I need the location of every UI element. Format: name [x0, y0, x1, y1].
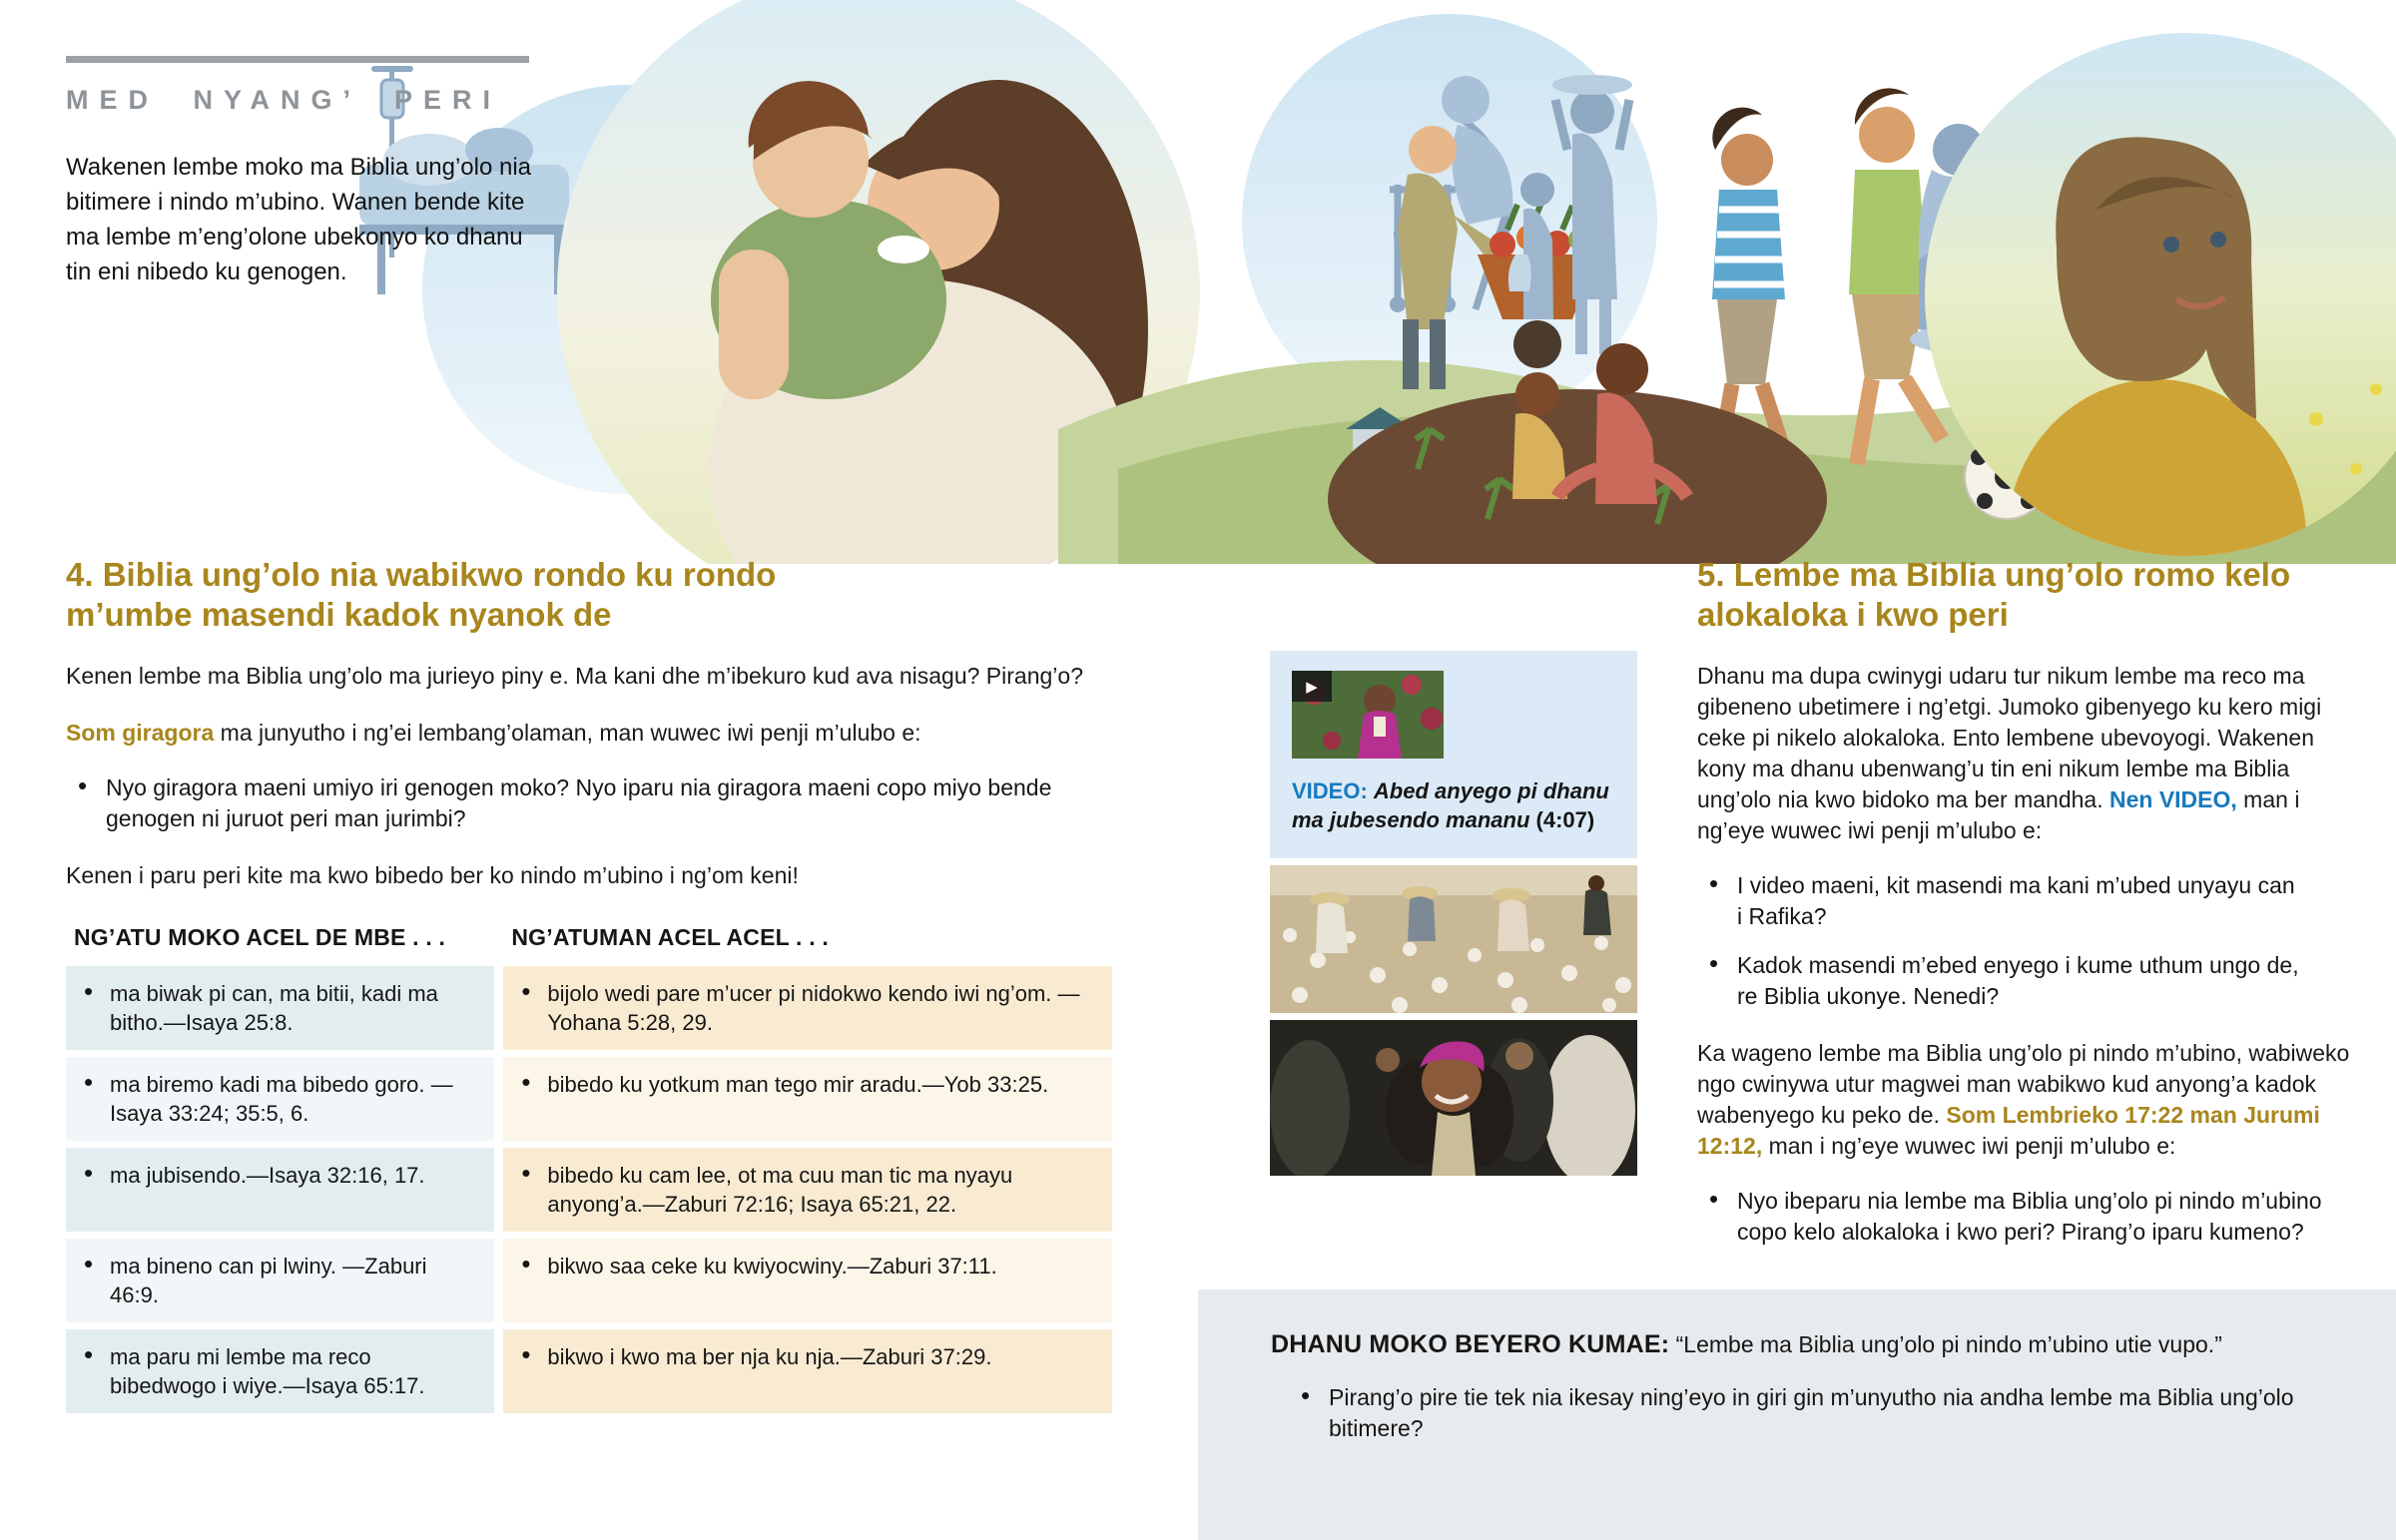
- video-caption: [1292, 776, 1615, 834]
- table-cell-left: • ma bineno can pi lwiny. —Zaburi 46:9.: [76, 1252, 474, 1309]
- lesson-series-title: MED NYANG’ PERI: [66, 85, 502, 115]
- table-row: [66, 1239, 1112, 1322]
- video-panel: [1270, 651, 1637, 1176]
- table-cell-left: • ma biremo kadi ma bibedo goro. —Isaya 33:24; 35:5, 6.: [76, 1070, 474, 1128]
- section-4-para-2: [66, 718, 1109, 749]
- section-5-para-2-tail: man i ng’eye wuwec iwi penji m’ulubo e:: [1762, 1133, 2176, 1159]
- section-5: [1697, 555, 2358, 1248]
- read-link-scriptures[interactable]: Som Lembrieko 17:22 man Jurumi 12:12,: [1697, 1102, 2320, 1159]
- table-cell-right: • bibedo ku yotkum man tego mir aradu.—Yob 33:25.: [513, 1070, 1092, 1099]
- table-cell-right: • bikwo saa ceke ku kwiyocwiny.—Zaburi 37:11.: [513, 1252, 1092, 1281]
- table-header-left: NG’ATU MOKO ACEL DE MBE . . .: [74, 924, 446, 950]
- lesson-kicker-block: [66, 56, 535, 289]
- section-5-para-1: [1697, 661, 2358, 846]
- video-box: [1270, 651, 1637, 858]
- section-4-para-3: Kenen i paru peri kite ma kwo bibedo ber ko nindo m’ubino i ng’om keni!: [66, 862, 799, 888]
- review-statement: [1271, 1329, 2336, 1360]
- table-cell-left: • ma biwak pi can, ma bitii, kadi ma bitho.—Isaya 25:8.: [76, 979, 474, 1037]
- section-5-bullet-2: • Kadok masendi m’ebed enyego i kume uthum ungo de, re Biblia ukonye. Nenedi?: [1697, 950, 2316, 1012]
- section-5-heading: 5. Lembe ma Biblia ung’olo romo kelo alokaloka i kwo peri: [1697, 556, 2291, 633]
- table-row: [66, 1329, 1112, 1413]
- table-header-row: [66, 920, 1112, 959]
- play-icon[interactable]: ▶: [1292, 671, 1332, 702]
- comparison-table: [57, 913, 1121, 1420]
- section-5-para-1-tail: man i ng’eye wuwec iwi penji m’ulubo e:: [1697, 786, 2300, 843]
- watch-video-link[interactable]: Nen VIDEO,: [2108, 786, 2237, 812]
- video-thumbnail[interactable]: [1292, 671, 1444, 759]
- review-lead: DHANU MOKO BEYERO KUMAE:: [1271, 1330, 1670, 1358]
- section-5-bullet-1: • I video maeni, kit masendi ma kani m’ubed unyayu can i Rafika?: [1697, 870, 2296, 932]
- section-5-para-2: [1697, 1038, 2358, 1162]
- section-4-para-2-rest: ma junyutho i ng’ei lembang’olaman, man wuwec iwi penji m’ulubo e:: [214, 720, 921, 746]
- cotton-field-image: [1270, 865, 1637, 1013]
- table-header-right: NG’ATUMAN ACEL ACEL . . .: [511, 924, 829, 950]
- banner-illustration: [359, 0, 2396, 564]
- section-4-para-1: Kenen lembe ma Biblia ung’olo ma jurieyo piny e. Ma kani dhe m’ibekuro kud ava nisagu? Pirang’o?: [66, 663, 1083, 689]
- table-row: [66, 966, 1112, 1050]
- video-title: Abed anyego pi dhanu ma jubesendo mananu: [1292, 778, 1609, 832]
- kicker-rule: [66, 56, 529, 63]
- video-label[interactable]: VIDEO:: [1292, 778, 1368, 803]
- lesson-intro: Wakenen lembe moko ma Biblia ung’olo nia bitimere i nindo m’ubino. Wanen bende kite ma lembe m’eng’olone ubekonyo ko dhanu tin eni nibedo ku genogen.: [66, 154, 532, 285]
- table-row: [66, 1148, 1112, 1232]
- section-5-para-2-text: Ka wageno lembe ma Biblia ung’olo pi nindo m’ubino, wabiweko ngo cwinywa utur magwei man wabikwo kud anyong’a kadok wabenyego ku peko de.: [1697, 1040, 2350, 1128]
- section-5-bullet-3: • Nyo ibeparu nia lembe ma Biblia ung’olo pi nindo m’ubino copo kelo alokaloka i kwo peri? Pirang’o iparu kumeno?: [1697, 1186, 2336, 1248]
- table-cell-right: • bijolo wedi pare m’ucer pi nidokwo kendo iwi ng’om. —Yohana 5:28, 29.: [513, 979, 1092, 1037]
- table-cell-left: • ma paru mi lembe ma reco bibedwogo i wiye.—Isaya 65:17.: [76, 1342, 474, 1400]
- video-duration: (4:07): [1535, 807, 1595, 832]
- section-4-heading: 4. Biblia ung’olo nia wabikwo rondo ku rondo m’umbe masendi kadok nyanok de: [66, 556, 777, 633]
- review-box: [1198, 1289, 2396, 1540]
- read-link-giragora[interactable]: Som giragora: [66, 720, 215, 746]
- table-cell-right: • bibedo ku cam lee, ot ma cuu man tic ma nyayu anyong’a.—Zaburi 72:16; Isaya 65:21, 22.: [513, 1161, 1092, 1219]
- table-row: [66, 1057, 1112, 1141]
- section-4: [66, 555, 1130, 1420]
- smiling-woman-crowd-image: [1270, 1020, 1637, 1176]
- review-bullet-1: • Pirang’o pire tie tek nia ikesay ning’eyo in giri gin m’unyutho nia andha lembe ma Biblia ung’olo bitimere?: [1289, 1382, 2307, 1444]
- table-cell-left: • ma jubisendo.—Isaya 32:16, 17.: [76, 1161, 474, 1190]
- section-5-para-1-text: Dhanu ma dupa cwinygi udaru tur nikum lembe ma reco ma gibeneno ubetimere i ng’etgi. Jumoko gibenyego ku kero migi ceke pi nikelo alokaloka. Ento lembene ubevoyogi. Wakenen kony ma dhanu ubenwang’u tin eni nikum lembe ma Biblia ung’olo nia kwo bidoko ma ber mandha.: [1697, 663, 2322, 812]
- review-quote: “Lembe ma Biblia ung’olo pi nindo m’ubino utie vupo.”: [1669, 1331, 2222, 1357]
- table-cell-right: • bikwo i kwo ma ber nja ku nja.—Zaburi 37:29.: [513, 1342, 1092, 1371]
- section-4-bullet-1: • Nyo giragora maeni umiyo iri genogen moko? Nyo iparu nia giragora maeni copo miyo bende genogen ni juruot peri man jurimbi?: [66, 772, 1064, 834]
